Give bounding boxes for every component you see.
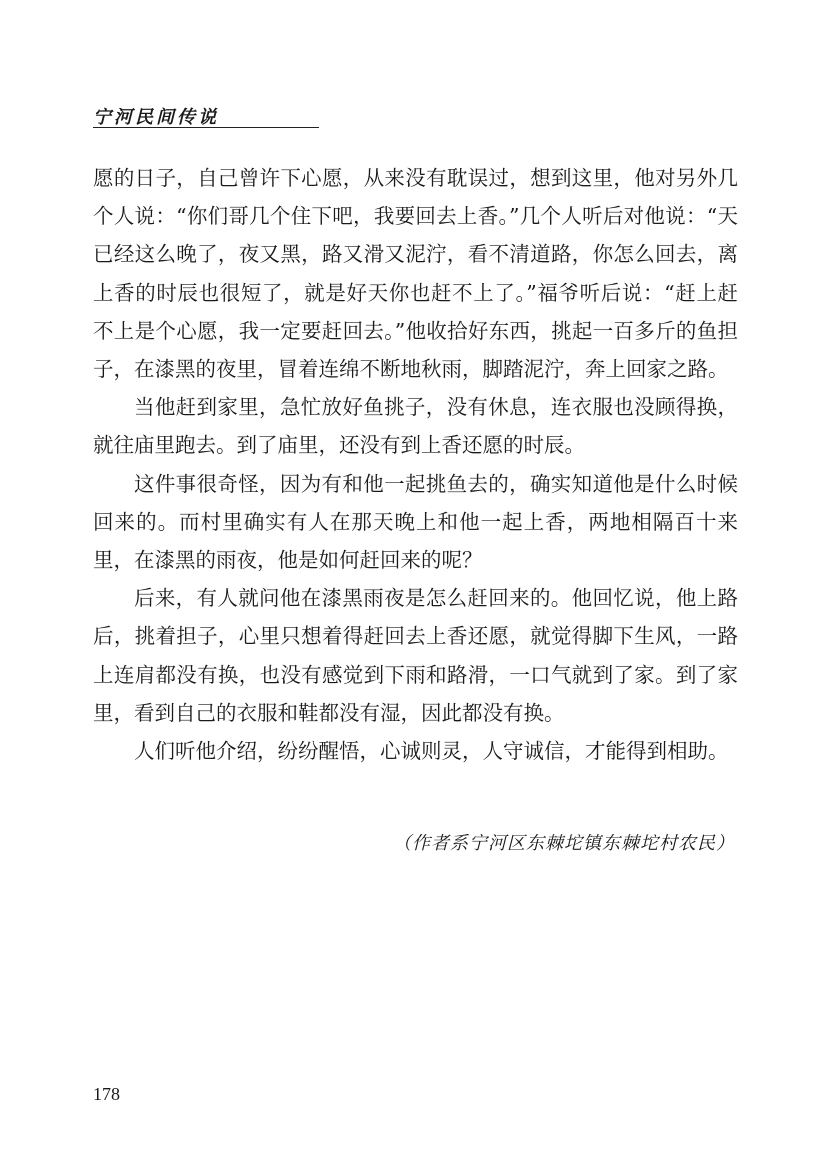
article-body xyxy=(93,159,738,770)
running-header-title: 宁河民间传说 xyxy=(93,107,219,128)
paragraph: 这件事很奇怪，因为有和他一起挑鱼去的，确实知道他是什么时候回来的。而村里确实有人在那天晚上和他一起上香，两地相隔百十来里，在漆黑的雨夜，他是如何赶回来的呢？ xyxy=(93,471,738,573)
paragraph: 后来，有人就问他在漆黑雨夜是怎么赶回来的。他回忆说，他上路后，挑着担子，心里只想着得赶回去上香还愿，就觉得脚下生风，一路上连肩都没有换，也没有感觉到下雨和路滑，一口气就到了家。到了家里，看到自己的衣服和鞋都没有湿，因此都没有换。 xyxy=(93,586,738,725)
page-number: 178 xyxy=(93,1084,120,1104)
paragraph-continued: 愿的日子，自己曾许下心愿，从来没有耽误过，想到这里，他对另外几个人说：“你们哥几个住下吧，我要回去上香。”几个人听后对他说：“天已经这么晚了，夜又黑，路又滑又泥泞，看不清道路，你怎么回去，离上香的时辰也很短了，就是好天你也赶不上了。”福爷听后说：“赶上赶不上是个心愿，我一定要赶回去。”他收拾好东西，挑起一百多斤的鱼担子，在漆黑的夜里，冒着连绵不断地秋雨，脚踏泥泞，奔上回家之路。 xyxy=(93,166,738,382)
paragraph: 人们听他介绍，纷纷醒悟，心诚则灵，人守诚信，才能得到相助。 xyxy=(134,739,729,764)
header-rule xyxy=(93,127,319,128)
paragraph: 当他赶到家里，急忙放好鱼挑子，没有休息，连衣服也没顾得换，就往庙里跑去。到了庙里，还没有到上香还愿的时辰。 xyxy=(93,395,738,458)
author-byline: （作者系宁河区东棘坨镇东棘坨村农民） xyxy=(393,833,735,854)
